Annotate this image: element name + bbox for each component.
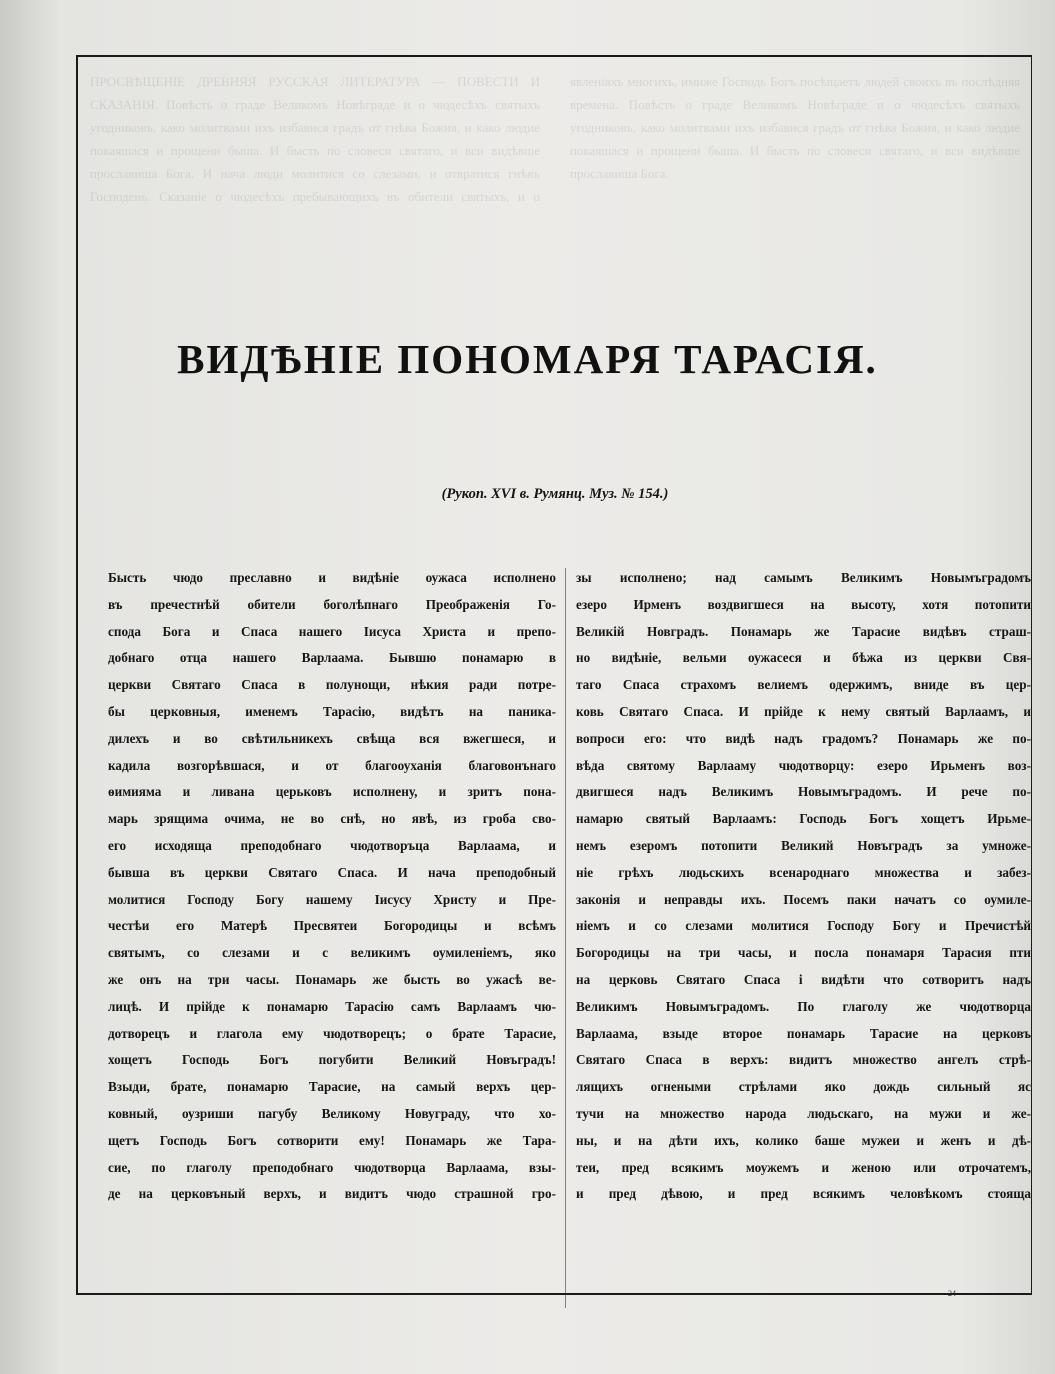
text-line: теи, пред всякимъ моужемъ и женою или отрочатемъ, [576,1159,1031,1175]
page-title: ВИДѢНІЕ ПОНОМАРЯ ТАРАСІЯ. [177,336,878,382]
text-line: честѣи его Матерѣ Пресвятеи Богородицы и всѣмъ [108,918,556,934]
text-line: бывша въ церкви Святаго Спаса. И нача преподобный [108,864,556,880]
text-line: добнаго отца нашего Варлаама. Бывшю понамарю в [108,650,556,666]
text-line: дилехъ и во свѣтильникехъ свѣща вся вжегшеся, и [108,730,556,746]
text-line: святымъ, со слезами и с великимъ оумиленіемъ, яко [108,945,556,961]
text-line: Бысть чюдо преславно и видѣніе оужаса исполнено [108,570,556,585]
text-line: немъ езеромъ потопити Великий Новъградъ за умноже- [576,837,1031,853]
left-text-column [108,565,556,1208]
text-line: ѳимияма и ливана церьковъ исполнену, и зритъ пона- [108,784,556,800]
text-line: его исходяща преподобнаго чюдотворъца Варлаама, и [108,837,556,853]
text-line: намарю святый Варлаамъ: Господь Богъ хощетъ Ирьме- [576,811,1031,827]
text-line: вопроси его: что видѣ надъ градомъ? Понамарь же по- [576,730,1031,746]
text-line: же онъ на три часы. Понамарь же бысть во ужасѣ ве- [108,971,556,987]
text-line: на церковь Святаго Спаса і видѣти что сотворитъ надъ [576,971,1031,987]
text-line: тучи на множество народа людьскаго, на мужи и же- [576,1105,1031,1121]
text-line: бы церковныя, именемъ Тарасію, видѣтъ на паника- [108,703,556,719]
text-line: въ пречестнѣй обители боголѣпнаго Преображенія Го- [108,596,556,612]
text-line: хощетъ Господь Богъ погубити Великий Новъградъ! [108,1052,556,1068]
text-line: спода Бога и Спаса нашего Іисуса Христа и препо- [108,623,556,639]
text-line: сие, по глаголу преподобнаго чюдотворца Варлаама, взы- [108,1159,556,1175]
column-divider [565,568,566,1308]
text-line: Великимъ Новымъградомъ. По глаголу же чюдотворца [576,998,1031,1014]
text-line: езеро Ирменъ воздвигшеся на высоту, хотя потопити [576,596,1031,612]
text-line: де на церковъный верхъ, и видитъ чюдо страшной гро- [108,1186,556,1202]
text-line: ніемъ и со слезами молитися Господу Богу и Пречистѣй [576,918,1031,934]
text-line: Богородицы на три часы, и посла понамаря Тарасия пти [576,945,1031,961]
text-line: лящихъ огнеными стрѣлами яко дождь сильный яс [576,1079,1031,1095]
text-line: лицѣ. И прійде к понамарю Тарасію самъ Варлаамъ чю- [108,998,556,1014]
text-line: и пред дѣвою, и пред всякимъ человѣкомъ стояща [576,1186,1031,1202]
right-text-column [576,565,1031,1208]
text-line: Святаго Спаса в верхъ: видитъ множество ангелъ стрѣ- [576,1052,1031,1068]
text-line: ковь Святаго Спаса. И прійде к нему святый Варлаамъ, и [576,703,1031,719]
text-line: марь зрящима очима, не во снѣ, но явѣ, из гроба сво- [108,811,556,827]
signature-mark: 24 [948,1289,956,1298]
text-line: ны, и на дѣти ихъ, колико баше мужеи и женъ и дѣ- [576,1132,1031,1148]
text-line: молитися Господу Богу нашему Іисусу Христу и Пре- [108,891,556,907]
text-line: Великій Новградъ. Понамарь же Тарасие видѣвъ страш- [576,623,1031,639]
text-line: Взыди, брате, понамарю Тарасие, на самый верхъ цер- [108,1079,556,1095]
text-line: Варлаама, взыде второе понамарь Тарасие на церковъ [576,1025,1031,1041]
text-line: кадила возгорѣвшася, и от благооуханія благовонънаго [108,757,556,773]
text-line: вѣда святому Варлааму чюдотворцу: езеро Ирьменъ воз- [576,757,1031,773]
text-line: законія и неправды ихъ. Посемъ паки начатъ со оумиле- [576,891,1031,907]
text-line: таго Спаса страхомъ велиемъ одержимъ, вниде въ цер- [576,677,1031,693]
source-citation: (Рукоп. XVI в. Румянц. Муз. № 154.) [441,486,669,502]
text-line: ніе грѣхъ людьскихъ всенароднаго множества и забез- [576,864,1031,880]
text-line: щетъ Господь Богъ сотворити ему! Понамарь же Тара- [108,1132,556,1148]
text-line: двигшеся надъ Великимъ Новымъградомъ. И рече по- [576,784,1031,800]
text-line: но видѣніе, вельми оужасеся и бѣжа из церкви Свя- [576,650,1031,666]
text-line: дотворецъ и глагола ему чюдотворецъ; о брате Тарасие, [108,1025,556,1041]
text-line: ковный, оузриши пагубу Великому Новуграду, что хо- [108,1105,556,1121]
text-line: церкви Святаго Спаса в полунощи, нѣкия ради потре- [108,677,556,693]
text-line: зы исполнено; над самымъ Великимъ Новымъградомъ [576,570,1031,585]
